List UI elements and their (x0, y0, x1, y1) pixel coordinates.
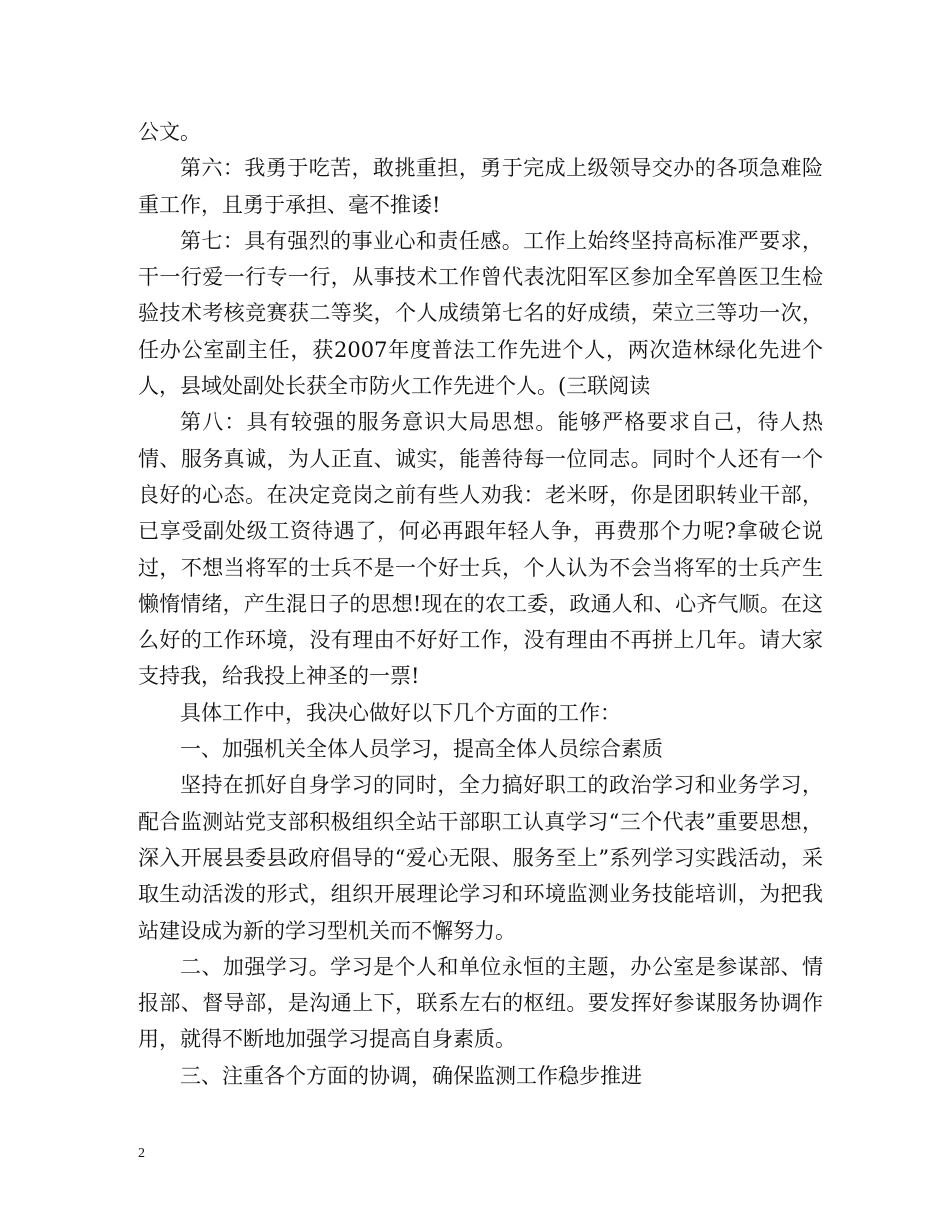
paragraph-9: 三、注重各个方面的协调，确保监测工作稳步推进 (180, 1063, 642, 1088)
document-body (138, 114, 823, 1094)
paragraph-8: 二、加强学习。学习是个人和单位永恒的主题，办公室是参谋部、情报部、督导部，是沟通上下，联系左右的枢纽。要发挥好参谋服务协调作用，就得不断地加强学习提高自身素质。 (138, 954, 823, 1052)
paragraph-4: 第八：具有较强的服务意识大局思想。能够严格要求自己，待人热情、服务真诚，为人正直、诚实，能善待每一位同志。同时个人还有一个良好的心态。在决定竞岗之前有些人劝我：老米呀，你是团职转业干部，已享受副处级工资待遇了，何必再跟年轻人争，再费那个力呢?拿破仑说过，不想当将军的士兵不是一个好士兵，个人认为不会当将军的士兵产生懒惰情绪，产生混日子的思想!现在的农工委，政通人和、心齐气顺。在这么好的工作环境，没有理由不好好工作，没有理由不再拼上几年。请大家支持我，给我投上神圣的一票! (138, 410, 823, 689)
paragraph-5: 具体工作中，我决心做好以下几个方面的工作： (180, 700, 621, 725)
paragraph-7: 坚持在抓好自身学习的同时，全力搞好职工的政治学习和业务学习，配合监测站党支部积极组织全站干部职工认真学习“三个代表”重要思想，深入开展县委县政府倡导的“爱心无限、服务至上”系列学习实践活动，采取生动活泼的形式，组织开展理论学习和环境监测业务技能培训，为把我站建设成为新的学习型机关而不懈努力。 (138, 773, 823, 943)
paragraph-1: 公文。 (138, 120, 201, 144)
page-number: 2 (138, 1146, 145, 1161)
paragraph-6: 一、加强机关全体人员学习，提高全体人员综合素质 (180, 737, 663, 762)
paragraph-3: 第七：具有强烈的事业心和责任感。工作上始终坚持高标准严要求，干一行爱一行专一行，从事技术工作曾代表沈阳军区参加全军兽医卫生检验技术考核竞赛获二等奖，个人成绩第七名的好成绩，荣立三等功一次，任办公室副主任，获2007年度普法工作先进个人，两次造林绿化先进个人，县域处副处长获全市防火工作先进个人。(三联阅读 (138, 228, 823, 399)
paragraph-2: 第六：我勇于吃苦，敢挑重担，勇于完成上级领导交办的各项急难险重工作，且勇于承担、毫不推诿! (138, 156, 823, 217)
